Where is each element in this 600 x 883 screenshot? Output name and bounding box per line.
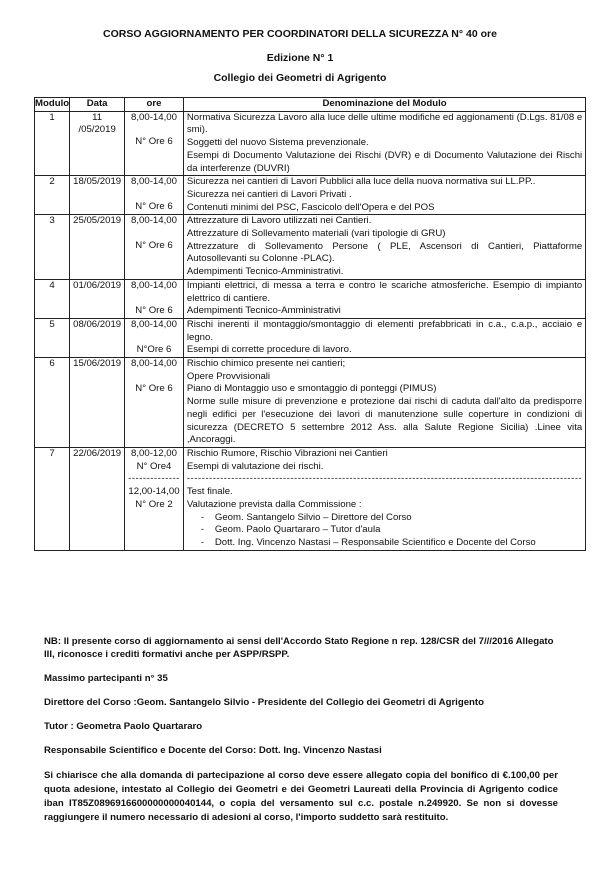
module-topic: Adempimenti Tecnico-Amministrativi — [186, 305, 341, 317]
ore-spacer — [128, 332, 180, 344]
module-topic: Esempi di valutazione dei rischi. — [186, 460, 324, 472]
column-header-data: Data — [70, 98, 125, 112]
ore-spacer — [128, 228, 180, 240]
ore-hours: N° Ore 6 — [135, 200, 173, 212]
cell-modulo: 7 — [35, 447, 70, 550]
ore-time: 8,00-14,00 — [131, 176, 177, 188]
cell-modulo: 6 — [35, 358, 70, 448]
module-topic: Normativa Sicurezza Lavoro alla luce delle ultime modifiche ed aggionamenti (D.Lgs. 81/08 e smi). — [186, 111, 583, 136]
payment-notice: Si chiarisce che alla domanda di partecipazione al corso deve essere allegato copia del bonifico di €.100,00 per quota adesione, intestato al Collegio dei Geometri e dei Geometri Laureati della Provincia di Agrigento codice iban IT85Z0896916600000000040144, o copia del versamento sul c.c. postale n.249920. Se non si dovesse raggiungere il numero necessario di adesioni al corso, l'importo suddetto sarà restituito. — [44, 770, 558, 823]
commission-list — [187, 512, 582, 550]
cell-modulo: 2 — [35, 176, 70, 215]
column-header-modulo: Modulo — [35, 98, 70, 112]
ore-hours: N° Ore 6 — [135, 136, 173, 148]
ore-hours: N° Ore 6 — [135, 382, 173, 394]
cell-denominazione — [183, 111, 585, 176]
module-topic: Rischi inerenti il montaggio/smontaggio di elementi prefabbricati in c.a., c.a.p., acciaio e legno. — [186, 318, 583, 343]
ore-hours: N°Ore 6 — [136, 343, 172, 355]
course-director: Direttore del Corso :Geom. Santangelo Silvio - Presidente del Collegio dei Geometri di Agrigento — [44, 697, 484, 708]
cell-denominazione — [183, 215, 585, 280]
module-topic: Rischio Rumore, Rischio Vibrazioni nei Cantieri — [186, 447, 388, 459]
ore-hours: N° Ore 6 — [135, 304, 173, 316]
ore-hours: N° Ore 6 — [135, 240, 173, 252]
max-participants: Massimo partecipanti n° 35 — [44, 673, 168, 684]
cell-modulo: 3 — [35, 215, 70, 280]
module-topic: Test finale. — [186, 486, 233, 498]
ore-time: 8,00-14,00 — [131, 318, 177, 330]
module-topic: Impianti elettrici, di messa a terra e contro le scariche atmosferiche. Esempio di impianto elettrico di cantiere. — [186, 279, 583, 304]
cell-ore — [125, 358, 184, 448]
ore-separator: -------------- — [128, 473, 180, 485]
ore-spacer — [128, 124, 180, 136]
schedule-table — [34, 97, 586, 551]
cell-ore — [125, 111, 184, 176]
cell-ore — [125, 447, 184, 550]
module-topic: Attrezzature di Sollevamento Persone ( PLE, Ascensori di Cantieri, Piattaforme Autosollevanti su Colonne -PLAC). — [186, 240, 583, 265]
ore-spacer — [128, 371, 180, 383]
ore-spacer — [128, 189, 180, 201]
ore-spacer — [128, 293, 180, 305]
cell-denominazione — [183, 358, 585, 448]
scientific-lead: Responsabile Scientifico e Docente del Corso: Dott. Ing. Vincenzo Nastasi — [44, 745, 382, 756]
cell-denominazione — [183, 318, 585, 357]
cell-modulo: 5 — [35, 318, 70, 357]
cell-denominazione — [183, 447, 585, 550]
cell-modulo: 1 — [35, 111, 70, 176]
table-row — [35, 447, 586, 550]
commission-member: - Geom. Paolo Quartararo – Tutor d'aula — [215, 524, 582, 537]
module-topic: Esempi di corrette procedure di lavoro. — [186, 344, 352, 356]
table-row — [35, 111, 586, 176]
module-topic: Adempimenti Tecnico-Amministrativi. — [186, 266, 344, 278]
course-title: CORSO AGGIORNAMENTO PER COORDINATORI DELLA SICUREZZA N° 40 ore — [103, 28, 497, 40]
module-topic: Contenuti minimi del PSC, Fascicolo dell'Opera e del POS — [186, 201, 435, 213]
column-header-denominazione: Denominazione del Modulo — [183, 98, 585, 112]
cell-data: 08/06/2019 — [70, 318, 125, 357]
table-row — [35, 215, 586, 280]
cell-data: 01/06/2019 — [70, 279, 125, 318]
cell-data: 22/06/2019 — [70, 447, 125, 550]
ore-hours: N° Ore 2 — [135, 498, 173, 510]
ore-time: 12,00-14,00 — [128, 486, 180, 498]
ore-time: 8,00-14,00 — [131, 215, 177, 227]
tutor-line: Tutor : Geometra Paolo Quartararo — [44, 721, 203, 732]
module-topic: Piano di Montaggio uso e smontaggio di ponteggi (PIMUS) — [186, 383, 437, 395]
column-header-ore: ore — [125, 98, 184, 112]
cell-denominazione — [183, 279, 585, 318]
cell-data: 18/05/2019 — [70, 176, 125, 215]
commission-member: - Geom. Santangelo Silvio – Direttore del Corso — [215, 512, 582, 525]
college-name: Collegio dei Geometri di Agrigento — [213, 72, 387, 84]
ore-time: 8,00-14,00 — [131, 279, 177, 291]
module-topic: Attrezzature di Sollevamento materiali (vari tipologie di GRU) — [186, 228, 446, 240]
table-row — [35, 176, 586, 215]
topic-separator: ----------------------------------------------------------------------------------------------------------- — [186, 473, 583, 485]
module-topic: Esempi di Documento Valutazione dei Rischi (DVR) e di Documento Valutazione dei Rischi da interferenze (DUVRI) — [186, 149, 583, 174]
commission-member: - Dott. Ing. Vincenzo Nastasi – Responsabile Scientifico e Docente del Corso — [215, 537, 582, 550]
module-topic: Rischio chimico presente nei cantieri; — [186, 358, 346, 370]
module-topic: Sicurezza nei cantieri di Lavori Privati . — [186, 188, 352, 200]
table-row — [35, 318, 586, 357]
module-topic: Valutazione prevista dalla Commissione : — [186, 498, 362, 510]
cell-ore — [125, 215, 184, 280]
cell-denominazione — [183, 176, 585, 215]
module-topic: Norme sulle misure di prevenzione e protezione dai rischi di caduta dall'alto da predisporre negli edifici per l'esecuzione dei lavori di manutenzione sulle coperture in condizioni di sicurezza (DECRETO 5 settembre 2012 Ass. alla Salute Regione Sicilia) .Linee vita ,Ancoraggi. — [186, 396, 583, 446]
table-row — [35, 279, 586, 318]
table-body — [35, 111, 586, 550]
module-topic: Opere Provvisionali — [186, 370, 271, 382]
cell-data: 11 /05/2019 — [70, 111, 125, 176]
cell-data: 15/06/2019 — [70, 358, 125, 448]
cell-data: 25/05/2019 — [70, 215, 125, 280]
module-topic: Attrezzature di Lavoro utilizzati nei Cantieri. — [186, 215, 372, 227]
ore-hours: N° Ore4 — [136, 460, 172, 472]
cell-ore — [125, 318, 184, 357]
ore-time: 8,00-12,00 — [131, 447, 177, 459]
module-topic: Soggetti del nuovo Sistema prevenzionale. — [186, 137, 369, 149]
cell-modulo: 4 — [35, 279, 70, 318]
ore-time: 8,00-14,00 — [131, 358, 177, 370]
table-row — [35, 358, 586, 448]
nb-note: NB: Il presente corso di aggiornamento ai sensi dell'Accordo Stato Regione n rep. 128/CSR del 7///2016 Allegato III, riconosce i crediti formativi anche per ASPP/RSPP. — [44, 636, 554, 660]
cell-ore — [125, 176, 184, 215]
module-topic: Sicurezza nei cantieri di Lavori Pubblici alla luce della nuova normativa sui LL.PP.. — [186, 176, 536, 188]
ore-time: 8,00-14,00 — [131, 111, 177, 123]
table-header-row — [35, 98, 586, 112]
edition-label: Edizione N° 1 — [266, 52, 334, 64]
cell-ore — [125, 279, 184, 318]
